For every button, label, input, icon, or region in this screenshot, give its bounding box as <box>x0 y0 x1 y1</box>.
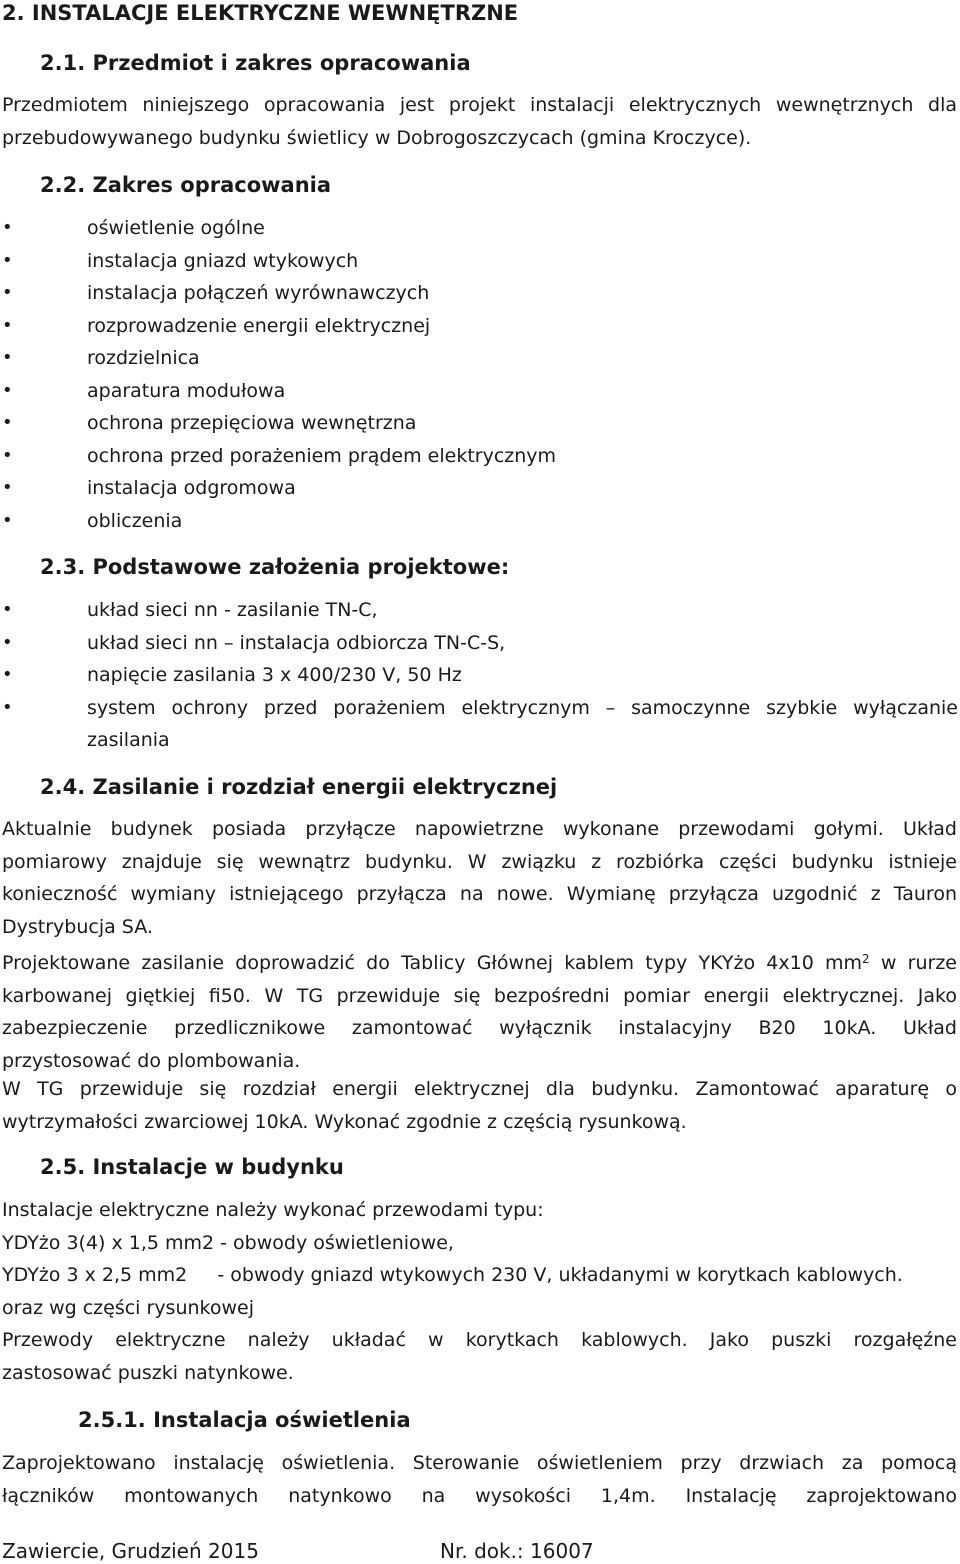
list-item: • ochrona przed porażeniem prądem elektrycznym <box>2 440 556 473</box>
footer-place-date: Zawiercie, Grudzień 2015 <box>2 1539 259 1563</box>
list-item: • ochrona przepięciowa wewnętrzna <box>2 407 556 440</box>
paragraph-line: Przewody elektryczne należy układać w korytkach kablowych. Jako puszki rozgałęźne <box>2 1329 957 1351</box>
paragraph-line: Aktualnie budynek posiada przyłącze napowietrzne wykonane przewodami gołymi. Układ <box>2 818 957 840</box>
section-2-3-heading: 2.3. Podstawowe założenia projektowe: <box>40 555 510 579</box>
page-footer <box>2 1538 594 1564</box>
bullet-icon: • <box>2 412 13 433</box>
bullet-icon: • <box>2 217 13 238</box>
list-item: • układ sieci nn – instalacja odbiorcza TN-C-S, <box>2 627 958 660</box>
section-2-heading: 2. INSTALACJE ELEKTRYCZNE WEWNĘTRZNE <box>2 1 519 25</box>
section-2-2-heading: 2.2. Zakres opracowania <box>40 173 332 197</box>
paragraph-line: karbowanej giętkiej fi50. W TG przewiduje się bezpośredni pomiar energii elektrycznej. Jako <box>2 984 957 1007</box>
list-item: • napięcie zasilania 3 x 400/230 V, 50 Hz <box>2 659 958 692</box>
paragraph-line: Zaprojektowano instalację oświetlenia. Sterowanie oświetleniem przy drzwiach za pomocą <box>2 1452 957 1474</box>
list-item: • obliczenia <box>2 505 556 538</box>
bullet-icon: • <box>2 379 13 401</box>
bullet-icon: • <box>2 631 13 653</box>
section-2-4-paragraph-1 <box>2 813 957 943</box>
paragraph-line: przebudowywanego budynku świetlicy w Dobrogoszczycach (gmina Kroczyce). <box>2 126 752 149</box>
list-item: • aparatura modułowa <box>2 375 556 408</box>
paragraph-line: Przedmiotem niniejszego opracowania jest projekt instalacji elektrycznych wewnętrznych dla <box>2 94 957 116</box>
bullet-icon: • <box>2 347 13 368</box>
paragraph-line: zabezpieczenie przedlicznikowe zamontować wyłącznik instalacyjny B20 10kA. Układ <box>2 1017 957 1039</box>
list-item: • instalacja odgromowa <box>2 472 556 505</box>
text-line: oraz wg części rysunkowej <box>2 1296 255 1319</box>
bullet-icon: • <box>2 477 13 498</box>
section-2-5-paragraph <box>2 1324 957 1389</box>
bullet-icon: • <box>2 444 13 466</box>
paragraph-line: pomiarowy znajduje się wewnątrz budynku. W związku z rozbiórka części budynku istnieje <box>2 850 957 873</box>
footer-document-number: Nr. dok.: 16007 <box>440 1539 594 1563</box>
bullet-icon: • <box>2 282 13 303</box>
list-item: • instalacja gniazd wtykowych <box>2 245 556 278</box>
section-2-1-heading: 2.1. Przedmiot i zakres opracowania <box>40 51 471 75</box>
list-item: • rozdzielnica <box>2 342 556 375</box>
section-2-5-heading: 2.5. Instalacje w budynku <box>40 1155 344 1179</box>
section-2-4-paragraph-2 <box>2 943 957 1077</box>
list-item: • układ sieci nn - zasilanie TN-C, <box>2 594 958 627</box>
paragraph-line: Projektowane zasilanie doprowadzić do Tablicy Głównej kablem typy YKYżo 4x10 $mm^2$ w rurze <box>2 952 957 974</box>
assumptions-list <box>2 594 958 757</box>
text-line: YDYżo 3 x 2,5 mm2 - obwody gniazd wtykowych 230 V, układanymi w korytkach kablowych. <box>2 1264 903 1286</box>
section-2-1-paragraph <box>2 89 957 154</box>
bullet-icon: • <box>2 696 13 718</box>
text-line: Instalacje elektryczne należy wykonać przewodami typu: <box>2 1199 544 1221</box>
section-2-5-lines <box>2 1194 903 1324</box>
bullet-icon: • <box>2 509 13 531</box>
paragraph-line: W TG przewiduje się rozdział energii elektrycznej dla budynku. Zamontować aparaturę o <box>2 1078 957 1100</box>
paragraph-line: przystosować do plombowania. <box>2 1049 301 1072</box>
paragraph-line: konieczność wymiany istniejącego przyłącza na nowe. Wymianę przyłącza uzgodnić z Tauron <box>2 883 957 905</box>
section-2-4-paragraph-3 <box>2 1073 957 1138</box>
list-item: • instalacja połączeń wyrównawczych <box>2 277 556 310</box>
paragraph-line: łączników montowanych natynkowo na wysokości 1,4m. Instalację zaprojektowano <box>2 1484 957 1507</box>
section-2-5-1-heading: 2.5.1. Instalacja oświetlenia <box>78 1408 411 1432</box>
bullet-icon: • <box>2 249 13 271</box>
section-2-5-1-paragraph <box>2 1447 957 1512</box>
list-item: • oświetlenie ogólne <box>2 212 556 245</box>
list-item: • system ochrony przed porażeniem elektrycznym – samoczynne szybkie wyłączanie zasilania <box>2 692 958 757</box>
list-item: • rozprowadzenie energii elektrycznej <box>2 310 556 343</box>
paragraph-line: Dystrybucja SA. <box>2 915 153 938</box>
section-2-4-heading: 2.4. Zasilanie i rozdział energii elektrycznej <box>40 775 558 799</box>
scope-list <box>2 212 556 537</box>
text-line: YDYżo 3(4) x 1,5 mm2 - obwody oświetleniowe, <box>2 1231 454 1254</box>
paragraph-line: zastosować puszki natynkowe. <box>2 1361 294 1384</box>
bullet-icon: • <box>2 599 13 620</box>
paragraph-line: wytrzymałości zwarciowej 10kA. Wykonać zgodnie z częścią rysunkową. <box>2 1110 687 1133</box>
bullet-icon: • <box>2 314 13 336</box>
bullet-icon: • <box>2 664 13 685</box>
